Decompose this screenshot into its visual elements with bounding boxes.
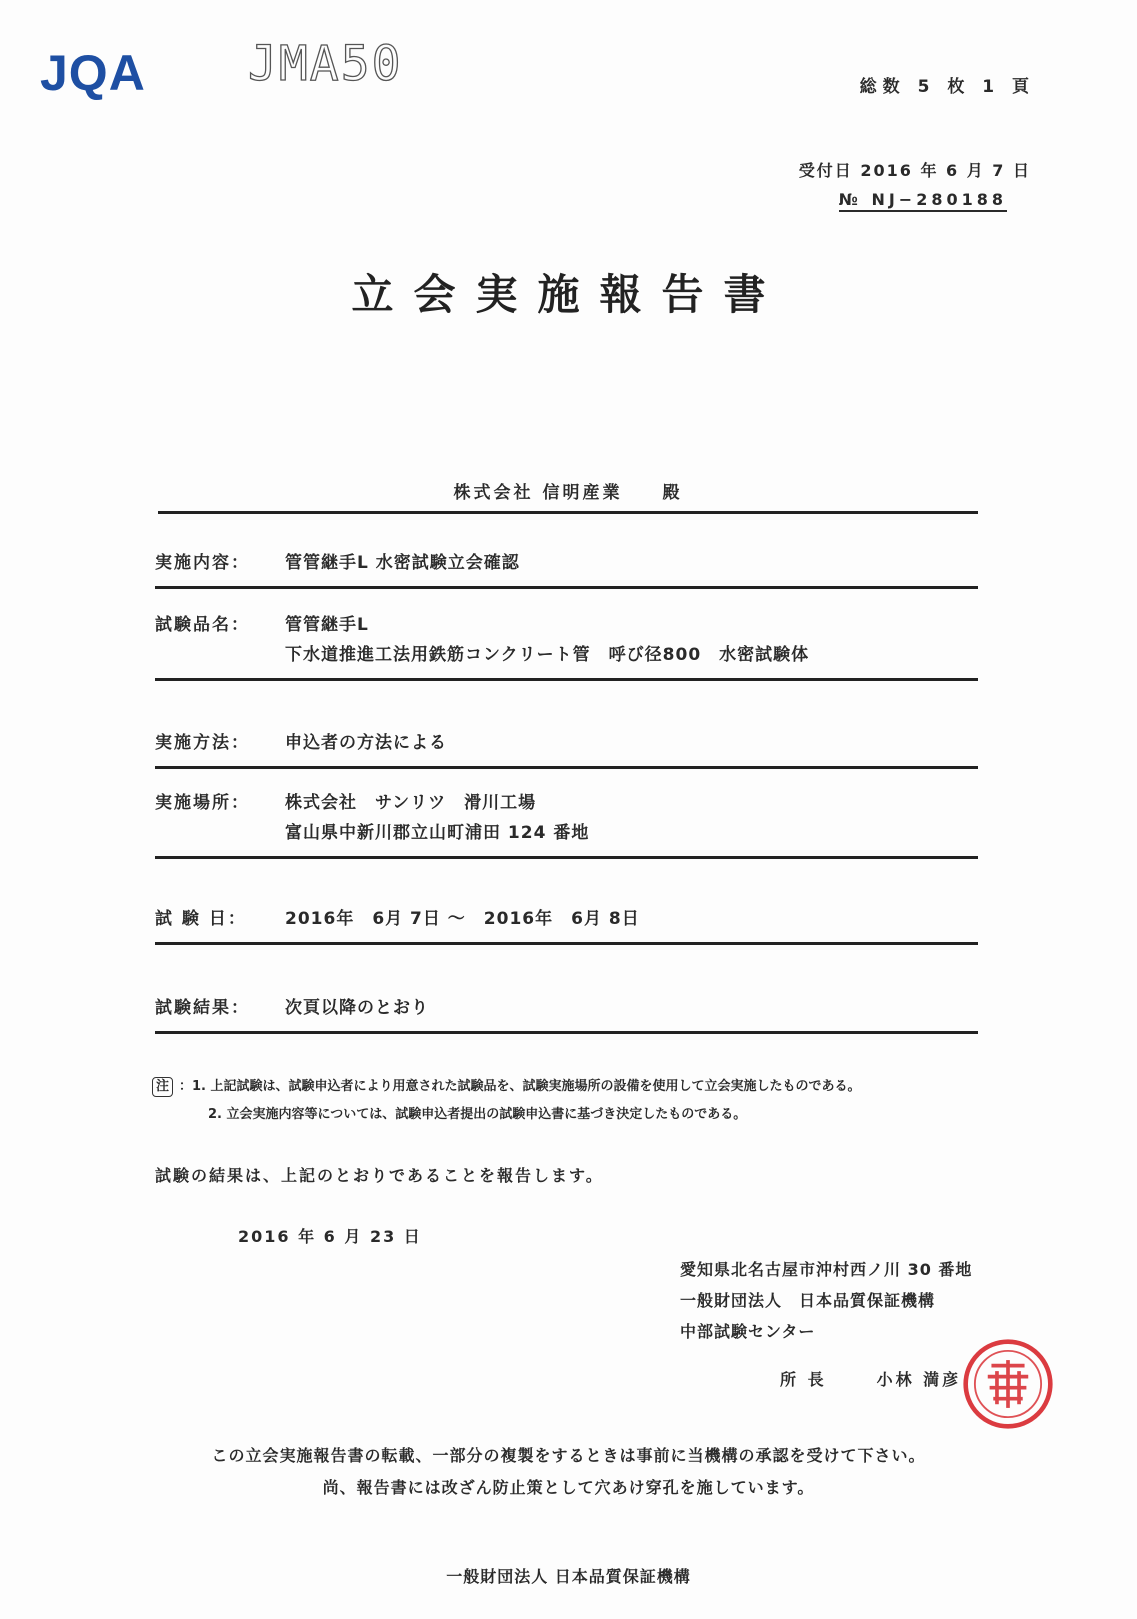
footer-organization: 一般財団法人 日本品質保証機構 — [446, 1567, 691, 1586]
item-value-1: 管管継手L — [285, 615, 369, 635]
field-result — [155, 993, 978, 1034]
official-seal-stamp — [962, 1338, 1054, 1430]
notes-block — [152, 1073, 861, 1129]
perforated-code-mark: JMA50 — [248, 36, 403, 92]
result-value: 次頁以降のとおり — [285, 998, 429, 1018]
reproduction-warning — [0, 1440, 1137, 1504]
date-value: 2016年 6月 7日 〜 2016年 6月 8日 — [285, 909, 640, 929]
method-label: 実施方法： — [155, 733, 250, 753]
place-label: 実施場所： — [155, 793, 250, 813]
note-1: ：1. 上記試験は、試験申込者により用意された試験品を、試験実施場所の設備を使用して立会実施したものである。 — [179, 1079, 861, 1094]
addressee: 株式会社 信明産業 殿 — [453, 483, 683, 503]
note-2: 2. 立会実施内容等については、試験申込者提出の試験申込書に基づき決定したものである。 — [208, 1107, 747, 1122]
signer-name: 小林 満彦 — [876, 1370, 962, 1389]
document-title: 立会実施報告書 — [351, 270, 786, 319]
page-count: 総数 5 枚 1 頁 — [859, 77, 1035, 97]
certification-statement: 試験の結果は、上記のとおりであることを報告します。 — [155, 1166, 604, 1185]
field-place — [155, 788, 978, 859]
place-value-1: 株式会社 サンリツ 滑川工場 — [285, 793, 537, 813]
field-test-item — [155, 610, 978, 681]
jqa-logo: JQA — [40, 45, 146, 101]
field-content — [155, 548, 978, 589]
issuer-address: 愛知県北名古屋市沖村西ノ川 30 番地 — [680, 1260, 973, 1279]
addressee-block — [158, 478, 978, 514]
method-value: 申込者の方法による — [285, 733, 447, 753]
field-test-date — [155, 904, 978, 945]
warning-line-1: この立会実施報告書の転載、一部分の複製をするときは事前に当機構の承認を受けて下さい。 — [211, 1446, 926, 1465]
issuer-organization: 一般財団法人 日本品質保証機構 — [680, 1291, 936, 1310]
issuer-center: 中部試験センター — [680, 1322, 816, 1341]
field-method — [155, 728, 978, 769]
issue-date: 2016 年 6 月 23 日 — [238, 1227, 422, 1246]
date-label: 試 験 日： — [155, 909, 247, 929]
content-value: 管管継手L 水密試験立会確認 — [285, 553, 520, 573]
item-label: 試験品名： — [155, 615, 250, 635]
place-value-2: 富山県中新川郡立山町浦田 124 番地 — [285, 823, 590, 843]
content-label: 実施内容： — [155, 553, 250, 573]
item-value-2: 下水道推進工法用鉄筋コンクリート管 呼び径800 水密試験体 — [285, 645, 810, 665]
received-date: 受付日 2016 年 6 月 7 日 — [798, 161, 1031, 180]
result-label: 試験結果： — [155, 998, 250, 1018]
issuer-block — [680, 1254, 972, 1347]
note-mark: 注 — [152, 1077, 173, 1097]
warning-line-2: 尚、報告書には改ざん防止策として穴あけ穿孔を施しています。 — [322, 1478, 815, 1497]
signer-role: 所 長 — [780, 1370, 827, 1389]
document-number: № NJ−280188 — [839, 190, 1007, 212]
